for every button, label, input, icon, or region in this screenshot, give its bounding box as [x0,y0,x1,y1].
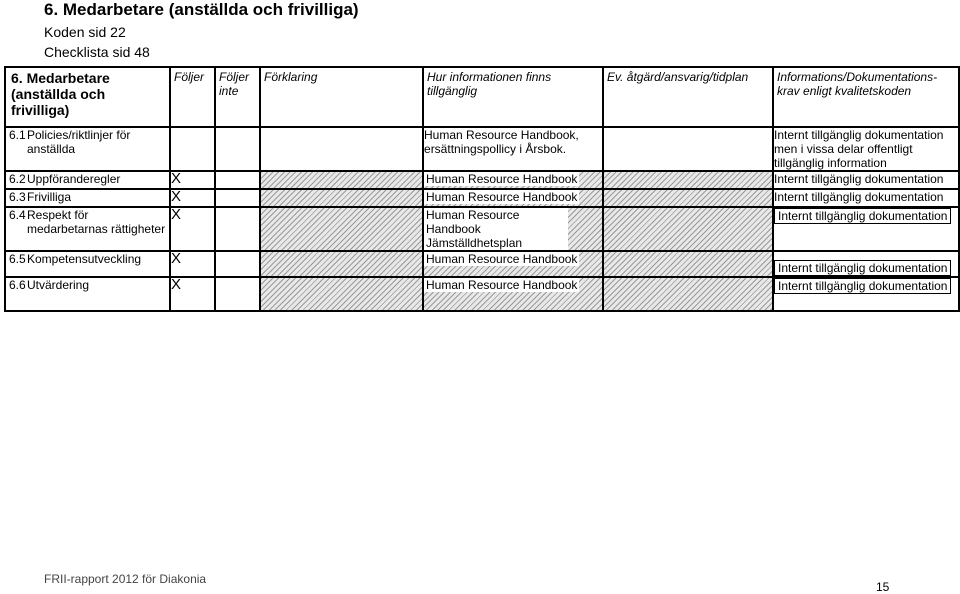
row-label: Utvärdering [27,277,170,311]
col-foljer-inte: Följer inte [215,67,260,127]
foljer-inte-cell [215,251,260,277]
krav-cell [773,207,959,251]
krav-cell [773,277,959,311]
foljer-cell: X [170,189,215,207]
col-krav: Informations/Dokumentations-krav enligt kvalitetskoden [773,67,959,127]
forklaring-cell [260,171,423,189]
krav-text: Internt tillgänglig dokumentation [774,208,951,224]
table-row [5,189,959,207]
atgard-cell [603,127,773,171]
hur-cell [423,207,603,251]
row-label: Kompetensutveckling [27,251,170,277]
hur-text: Human Resource Handbook Jämställdhetsplan [424,208,568,250]
hur-cell [423,251,603,277]
foljer-inte-cell [215,207,260,251]
foljer-inte-cell [215,127,260,171]
krav-cell: Internt tillgänglig dokumentation [773,171,959,189]
foljer-cell: X [170,207,215,251]
row-label: Respekt för medarbetarnas rättigheter [27,207,170,251]
page-number: 15 [876,580,890,594]
row-number: 6.3 [5,189,27,207]
row-number: 6.1 [5,127,27,171]
col-foljer: Följer [170,67,215,127]
hur-text: Human Resource Handbook [426,278,578,292]
foljer-cell: X [170,277,215,311]
section-heading: 6. Medarbetare (anställda och frivilliga) [11,70,110,118]
foljer-inte-cell [215,277,260,311]
atgard-cell [603,189,773,207]
row-number: 6.2 [5,171,27,189]
atgard-cell [603,207,773,251]
row-number: 6.5 [5,251,27,277]
forklaring-cell [260,277,423,311]
foljer-inte-cell [215,189,260,207]
foljer-cell: X [170,251,215,277]
checklist-reference: Checklista sid 48 [44,44,150,60]
hur-cell [423,277,603,311]
row-label: Policies/riktlinjer för anställda [27,127,170,171]
forklaring-cell [260,207,423,251]
foljer-inte-cell [215,171,260,189]
atgard-cell [603,171,773,189]
table-row [5,251,959,277]
forklaring-cell [260,127,423,171]
footer-report: FRII-rapport 2012 för Diakonia [44,572,207,586]
forklaring-cell [260,251,423,277]
col-hur: Hur informationen finns tillgänglig [423,67,603,127]
atgard-cell [603,251,773,277]
col-atgard: Ev. åtgärd/ansvarig/tidplan [603,67,773,127]
hur-text: Human Resource Handbook [426,172,578,186]
code-reference: Koden sid 22 [44,24,126,40]
hur-cell: Human Resource Handbook, ersättningspollicy i Årsbok. [423,127,603,171]
table-row [5,127,959,171]
hur-cell [423,171,603,189]
header-row [5,67,959,127]
row-number: 6.6 [5,277,27,311]
col-forklaring: Förklaring [260,67,423,127]
forklaring-cell [260,189,423,207]
hur-cell [423,189,603,207]
krav-text: Internt tillgänglig dokumentation [774,260,951,276]
checklist-table [4,66,960,312]
row-number: 6.4 [5,207,27,251]
table-row [5,171,959,189]
row-label: Uppföranderegler [27,171,170,189]
hur-text: Human Resource Handbook [426,252,578,266]
table-row [5,277,959,311]
krav-cell: Internt tillgänglig dokumentation men i vissa delar offentligt tillgänglig information [773,127,959,171]
page-title: 6. Medarbetare (anställda och frivilliga) [44,0,359,19]
krav-cell: Internt tillgänglig dokumentation [773,189,959,207]
foljer-cell: X [170,171,215,189]
foljer-cell [170,127,215,171]
hur-text: Human Resource Handbook [426,190,578,204]
krav-cell [773,251,959,277]
krav-text: Internt tillgänglig dokumentation [774,278,951,294]
table-row [5,207,959,251]
row-label: Frivilliga [27,189,170,207]
atgard-cell [603,277,773,311]
